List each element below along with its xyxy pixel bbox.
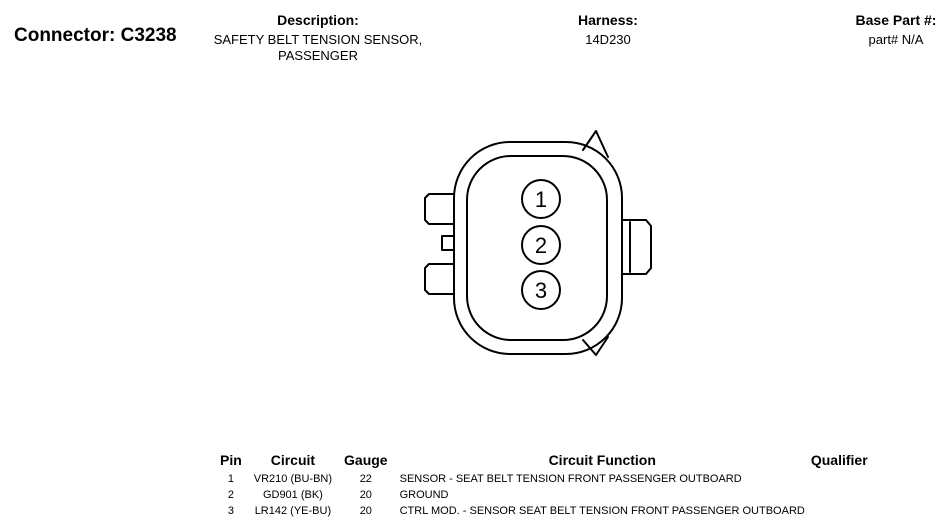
left-middle-tab (442, 236, 454, 250)
left-lower-tab (425, 264, 454, 294)
pin-cell: 2 (227, 489, 234, 501)
gauge-cell: 20 (359, 505, 372, 517)
table-row (214, 471, 874, 487)
description-line-1: SAFETY BELT TENSION SENSOR, (213, 32, 423, 47)
qualifier-cell (811, 471, 874, 487)
description-label: Description: (277, 12, 359, 28)
top-ear (583, 131, 608, 157)
circuit-column-header: Circuit (270, 452, 316, 468)
base-part-value: part# N/A (868, 32, 924, 47)
base-part-label: Base Part #: (855, 12, 937, 28)
pin-table (214, 452, 874, 519)
connector-title: Connector: C3238 (14, 25, 177, 46)
pin-table-header (214, 452, 874, 471)
pin-cell: 1 (227, 473, 234, 485)
pin-1-label: 1 (534, 187, 548, 212)
table-row (214, 487, 874, 503)
function-cell: CTRL MOD. - SENSOR SEAT BELT TENSION FRONT PASSENGER OUTBOARD (399, 505, 805, 517)
qualifier-column-header: Qualifier (810, 452, 868, 468)
function-column-header: Circuit Function (548, 452, 656, 468)
circuit-cell: VR210 (BU-BN) (253, 473, 333, 485)
harness-value: 14D230 (585, 32, 631, 47)
harness-label: Harness: (578, 12, 638, 28)
pin-column-header: Pin (220, 452, 242, 468)
gauge-cell: 20 (359, 489, 372, 501)
right-latch (622, 220, 651, 274)
gauge-cell: 22 (359, 473, 372, 485)
pin-cell: 3 (227, 505, 234, 517)
circuit-cell: GD901 (BK) (262, 489, 323, 501)
circuit-cell: LR142 (YE-BU) (254, 505, 332, 517)
description-line-2: PASSENGER (278, 48, 358, 63)
pin-2-label: 2 (534, 233, 548, 258)
qualifier-cell (811, 487, 874, 503)
function-cell: GROUND (399, 489, 449, 501)
qualifier-cell (811, 503, 874, 519)
gauge-column-header: Gauge (344, 452, 388, 468)
function-cell: SENSOR - SEAT BELT TENSION FRONT PASSENGER OUTBOARD (399, 473, 742, 485)
left-upper-tab (425, 194, 454, 224)
table-row (214, 503, 874, 519)
pin-3-label: 3 (534, 278, 548, 303)
